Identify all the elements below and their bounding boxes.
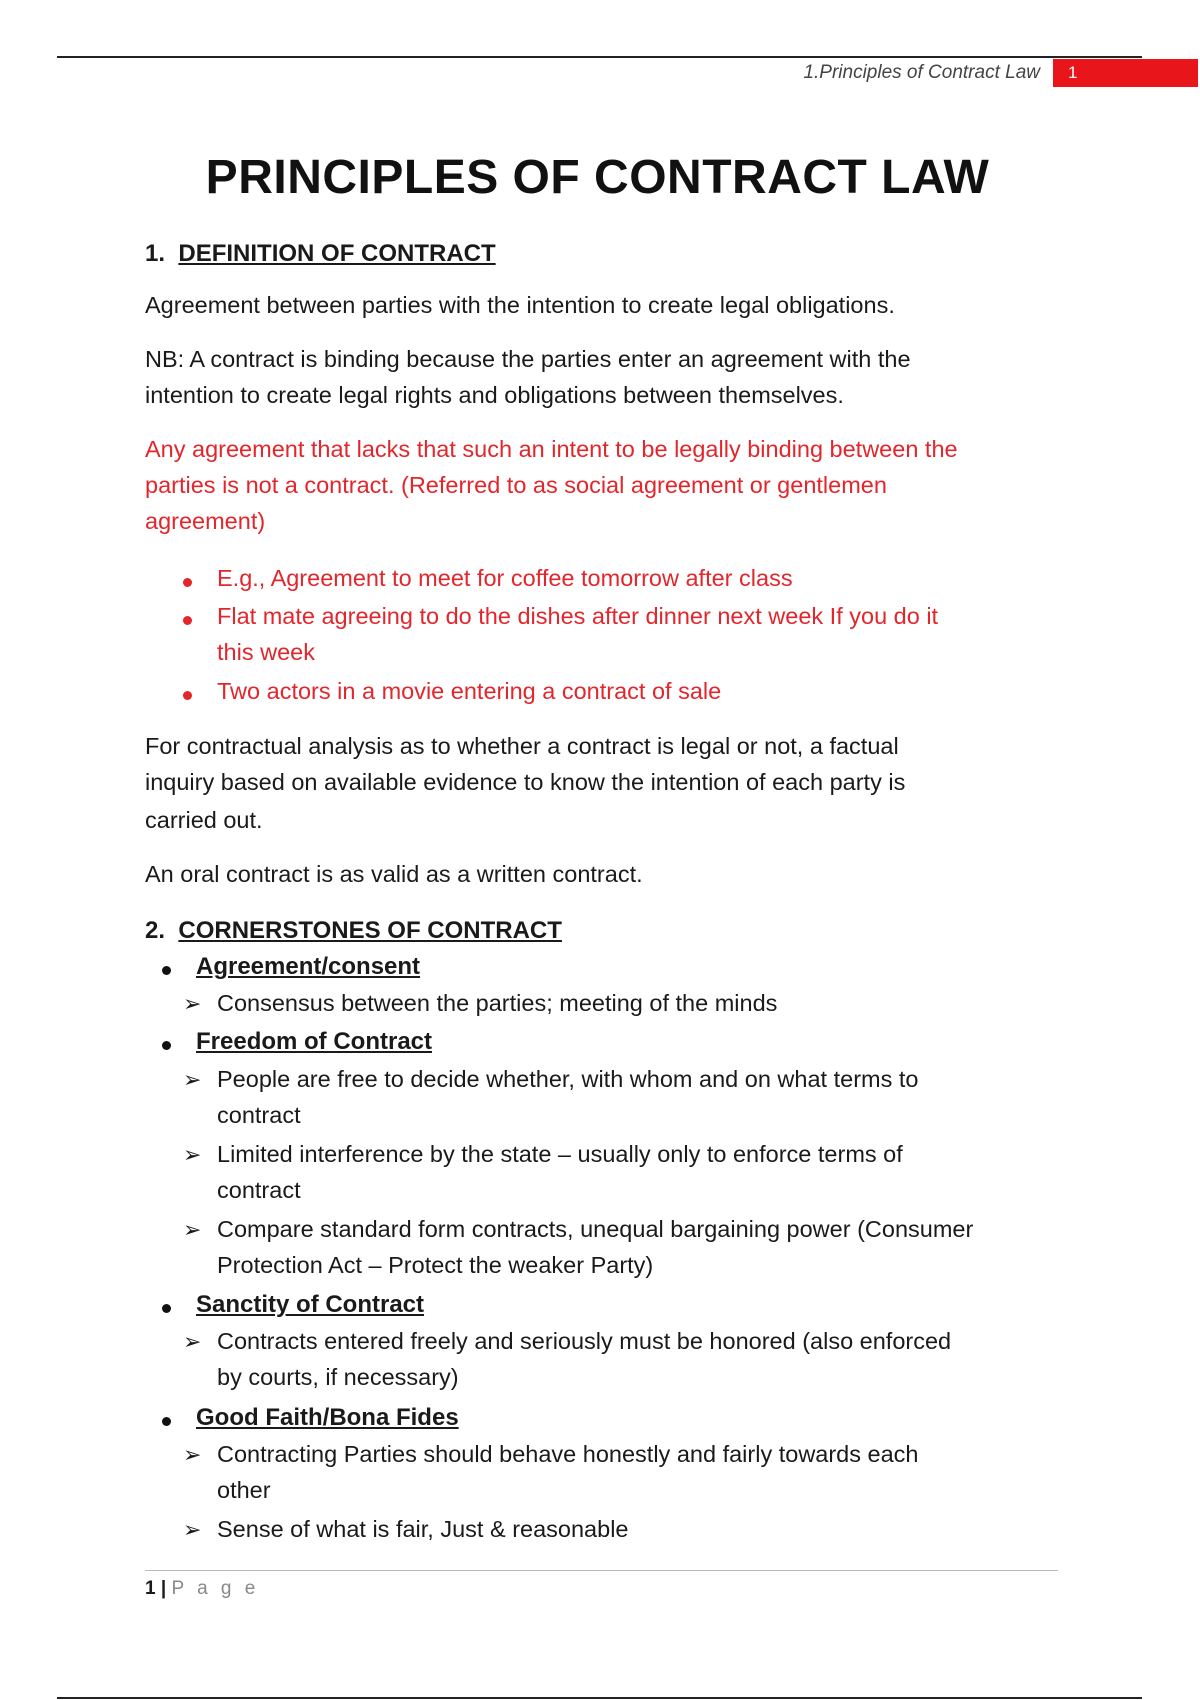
red-note-line-3: agreement) [145, 508, 266, 534]
point-free-to-decide-line-1: People are free to decide whether, with whom and on what terms to [217, 1066, 919, 1092]
arrow-bullet-icon: ➢ [183, 1067, 202, 1092]
example-item-1: E.g., Agreement to meet for coffee tomorrow after class [217, 565, 793, 591]
header-page-number: 1 [1053, 59, 1198, 87]
nb-line-2: intention to create legal rights and obligations between themselves. [145, 382, 844, 408]
cornerstone-good-faith-title: Good Faith/Bona Fides [196, 1404, 459, 1431]
red-bullet-icon [183, 578, 192, 587]
cornerstone-sanctity-title: Sanctity of Contract [196, 1291, 425, 1318]
point-honored-line-2: by courts, if necessary) [217, 1364, 459, 1390]
header-rule [57, 56, 1142, 58]
point-honestly-line-1: Contracting Parties should behave honestly and fairly towards each [217, 1441, 919, 1467]
footer-separator: | [160, 1578, 167, 1599]
point-standard-form-line-2: Protection Act – Protect the weaker Party) [217, 1252, 654, 1278]
analysis-line-3: carried out. [145, 807, 263, 833]
bullet-icon [162, 966, 171, 975]
point-limited-interference-line-1: Limited interference by the state – usually only to enforce terms of [217, 1141, 903, 1167]
point-consensus: Consensus between the parties; meeting of the minds [217, 990, 778, 1016]
section1-heading [145, 240, 496, 268]
footer-rule [145, 1570, 1058, 1571]
red-note-line-2: parties is not a contract. (Referred to as social agreement or gentlemen [145, 472, 887, 498]
definition-paragraph: Agreement between parties with the intention to create legal obligations. [145, 292, 895, 318]
footer-page-label: P a g e [171, 1578, 260, 1599]
page-footer [145, 1578, 259, 1600]
example-item-2-line-2: this week [217, 639, 315, 665]
bottom-rule [57, 1697, 1142, 1699]
red-bullet-icon [183, 616, 192, 625]
section2-number: 2. [145, 917, 166, 944]
oral-contract-paragraph: An oral contract is as valid as a written contract. [145, 861, 643, 887]
arrow-bullet-icon: ➢ [183, 1142, 202, 1167]
page-title: PRINCIPLES OF CONTRACT LAW [205, 151, 990, 204]
arrow-bullet-icon: ➢ [183, 1442, 202, 1467]
section1-title: DEFINITION OF CONTRACT [178, 240, 496, 267]
footer-page-number: 1 [145, 1578, 156, 1599]
section1-number: 1. [145, 240, 166, 267]
point-fairness: Sense of what is fair, Just & reasonable [217, 1516, 629, 1542]
bullet-icon [162, 1304, 171, 1313]
point-standard-form-line-1: Compare standard form contracts, unequal bargaining power (Consumer [217, 1216, 974, 1242]
running-header-title: 1.Principles of Contract Law [803, 62, 1040, 83]
section2-title: CORNERSTONES OF CONTRACT [178, 917, 562, 944]
cornerstone-agreement-title: Agreement/consent [196, 953, 421, 980]
example-item-2-line-1: Flat mate agreeing to do the dishes after dinner next week If you do it [217, 603, 939, 629]
cornerstone-freedom-title: Freedom of Contract [196, 1028, 433, 1055]
bullet-icon [162, 1417, 171, 1426]
arrow-bullet-icon: ➢ [183, 1217, 202, 1242]
arrow-bullet-icon: ➢ [183, 1329, 202, 1354]
analysis-line-2: inquiry based on available evidence to know the intention of each party is [145, 769, 906, 795]
red-bullet-icon [183, 691, 192, 700]
point-limited-interference-line-2: contract [217, 1177, 301, 1203]
point-free-to-decide-line-2: contract [217, 1102, 301, 1128]
point-honored-line-1: Contracts entered freely and seriously must be honored (also enforced [217, 1328, 952, 1354]
example-item-3: Two actors in a movie entering a contract of sale [217, 678, 722, 704]
arrow-bullet-icon: ➢ [183, 1517, 202, 1542]
section2-heading [145, 917, 562, 945]
bullet-icon [162, 1041, 171, 1050]
arrow-bullet-icon: ➢ [183, 991, 202, 1016]
point-honestly-line-2: other [217, 1477, 271, 1503]
nb-line-1: NB: A contract is binding because the parties enter an agreement with the [145, 346, 911, 372]
red-note-line-1: Any agreement that lacks that such an intent to be legally binding between the [145, 436, 958, 462]
analysis-line-1: For contractual analysis as to whether a contract is legal or not, a factual [145, 733, 899, 759]
